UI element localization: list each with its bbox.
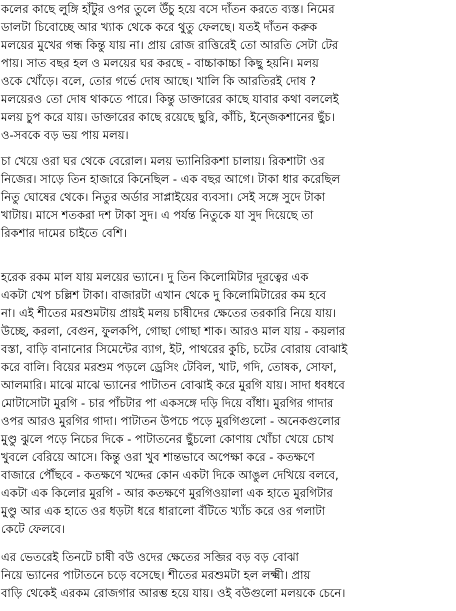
text-line: বস্তা, বাড়ি বানানোর সিমেন্টের ব্যাগ, ইট, পাথরের কুচি, চটের বোরায় বোঝাই <box>1 342 348 356</box>
text-line: বাজারে পৌঁছবে - কতক্ষণে খদ্দের কোন একটা দিকে আঙুল দেখিয়ে বলবে, <box>1 468 339 482</box>
text-line: মলয়ের মুখের গন্ধ কিন্তু যায় না। প্রায় রোজ রাত্তিরেই তো আরতি সেটা টের <box>1 38 339 52</box>
text-line: রিকশার দামের চাইতে বেশি। <box>1 226 127 240</box>
text-line: কেটে ফেলবে। <box>1 522 66 536</box>
text-line: একটা এক কিলোর মুরগি - আর কতক্ষণে মুরগিওয়ালা এক হাতে মুরগিটার <box>1 486 333 500</box>
text-line: পায়। সাত বছর হল ও মলয়ের ঘর করছে - বাচ্চাকাচ্চা কিছু হয়নি। মলয় <box>1 56 319 70</box>
text-line: নিজের। সাড়ে তিন হাজারে কিনেছিল - এক বছর আগে। টাকা ধার করেছিল <box>1 172 341 186</box>
text-line: মুণ্ডু আর এক হাতে ওর ধড়টা ধরে ধারালো বঁটিতে খ্যাঁচ করে ওর গলাটা <box>1 504 326 518</box>
text-line: ওপর আরও মুরগির গাদা। পাটাতন উপচে পড়ে মুরগিগুলো - অনেকগুলোর <box>1 414 341 428</box>
text-line: বাড়ি থেকেই এরকম রোজগার আরম্ভ হয়ে যায়। ওই বউগুলো মলয়কে চেনে। <box>1 586 346 600</box>
text-line: মুণ্ডু ঝুলে পড়ে নিচের দিকে - পাটাতনের ছুঁচলো কোণায় খোঁচা খেয়ে চোখ <box>1 432 334 446</box>
text-line: ওকে খোঁড়ে। বলে, তোর গর্ভে দোষ আছে। খালি কি আরতিরই দোষ ? <box>1 74 316 88</box>
text-line: উচ্ছে, করলা, বেগুন, ফুলকপি, গোছা গোছা শাক। আরও মাল যায় - কয়লার <box>1 324 346 338</box>
text-line: এর ভেতরেই তিনটে চাষী বউ ওদের ক্ষেতের সব্জির বড় বড় বোঝা <box>1 550 299 564</box>
text-line: চা খেয়ে ওরা ঘর থেকে বেরোল। মলয় ভ্যানিরিকশা চালায়। রিকশাটা ওর <box>1 154 325 168</box>
text-line: মোটাসোটা মুরগি - চার পাঁচটার পা একসঙ্গে দড়ি দিয়ে বাঁধা। মুরগির গাদার <box>1 396 334 410</box>
paragraph-1 <box>0 0 456 144</box>
text-line: না। এই শীতের মরশুমটায় প্রায়ই মলয় চাষীদের ক্ষেতের তরকারি নিয়ে যায়। <box>1 306 337 320</box>
paragraph-4 <box>0 548 456 602</box>
text-line: ডালটা চিবোচ্ছে আর খ্যাক থেকে করে থুতু ফেলছে। যতই দাঁতন করুক <box>1 20 318 34</box>
text-line: নিয়ে ভ্যানের পাটাতনে চড়ে বসেছে। শীতের মরশুমটা হল লক্ষ্মী। প্রায় <box>1 568 311 582</box>
text-line: নিতু ঘোষের থেকে। নিতুর অর্ডার সাপ্লাইয়ের ব্যবসা। সেই সঙ্গে সুদে টাকা <box>1 190 326 204</box>
text-line: মলয় চুপ করে যায়। ডাক্তারের কাছে রয়েছে ছুরি, কাঁচি, ইন্জেকশানের ছুঁচ। <box>1 110 335 124</box>
text-line: আলমারি। মাঝে মাঝে ভ্যানের পাটাতন বোঝাই করে মুরগি যায়। সাদা ধবধবে <box>1 378 345 392</box>
text-line: কলের কাছে লুঙ্গি হাঁটুর ওপর তুলে উঁচু হয়ে বসে দাঁতন করতে ব্যস্ত। নিমের <box>1 2 335 16</box>
text-line: খাটায়। মাসে শতকরা দশ টাকা সুদ। এ পর্যন্ত নিতুকে যা সুদ দিয়েছে তা <box>1 208 314 222</box>
text-line: ও-সবকে বড় ভয় পায় মলয়। <box>1 128 129 142</box>
text-line: হরেক রকম মাল যায় মলয়ের ভ্যানে। দু তিন কিলোমিটার দূরত্বের এক <box>1 270 309 284</box>
text-line: একটা খেপ চল্লিশ টাকা। বাজারটা এখান থেকে দু কিলোমিটারের কম হবে <box>1 288 327 302</box>
text-line: মলয়েরও তো দোষ থাকতে পারে। কিন্তু ডাক্তারের কাছে যাবার কথা বললেই <box>1 92 339 106</box>
text-line: খুবলে বেরিয়ে আসে। কিন্তু ওরা খুব শান্তভাবে অপেক্ষা করে - কতক্ষণে <box>1 450 315 464</box>
paragraph-2 <box>0 152 456 242</box>
text-line: করে বালি। বিয়ের মরশুম পড়লে ড্রেসিং টেবিল, খাট, গদি, তোষক, সোফা, <box>1 360 337 374</box>
paragraph-3 <box>0 268 456 538</box>
